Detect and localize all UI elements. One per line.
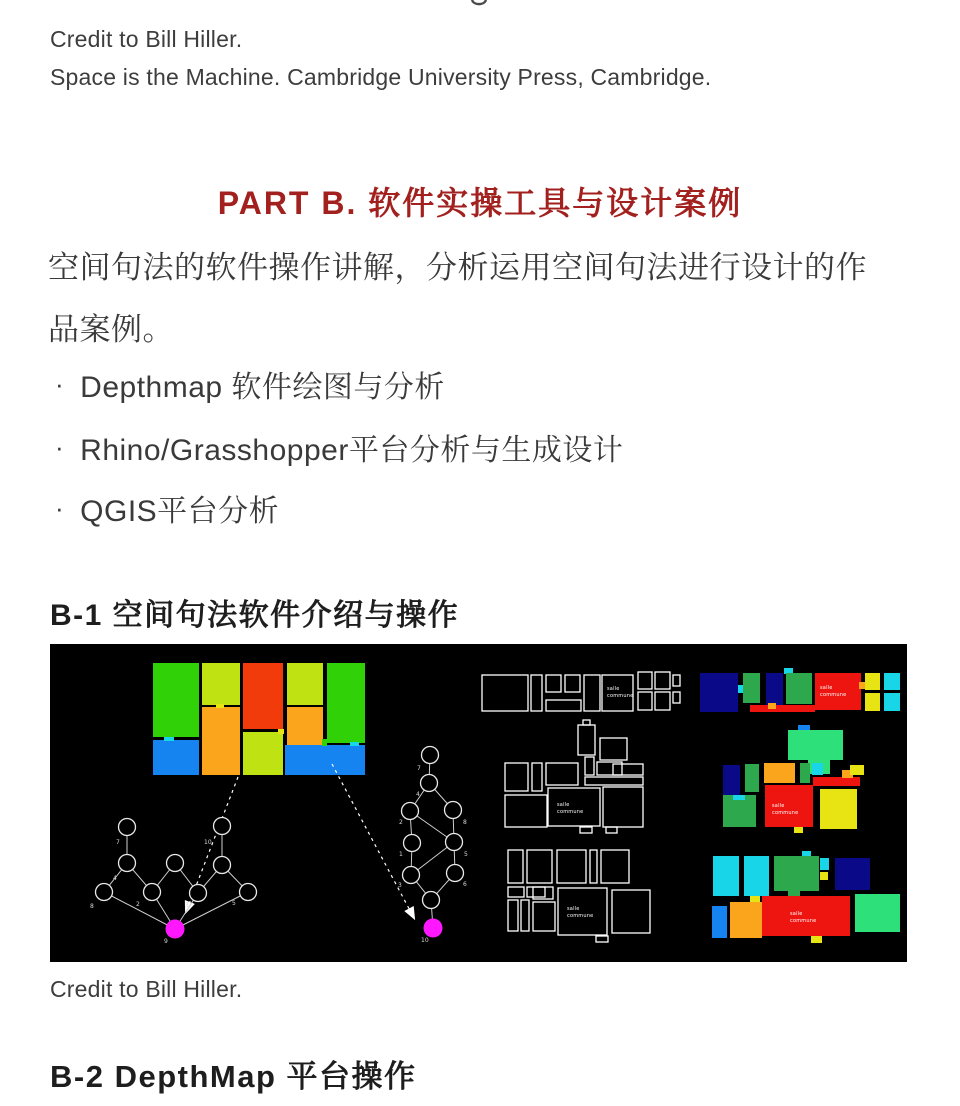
svg-text:7: 7	[116, 839, 120, 846]
bullet-item-rhino-grasshopper	[55, 431, 624, 467]
bullet-marker: ·	[55, 431, 65, 462]
svg-text:9: 9	[164, 938, 168, 945]
intro-paragraph: 空间句法的软件操作讲解，分析运用空间句法进行设计的作品案例。	[48, 250, 867, 347]
svg-text:5: 5	[232, 900, 236, 907]
svg-text:8: 8	[90, 903, 94, 910]
bullet-marker: ·	[55, 492, 65, 523]
root-node-magenta	[424, 919, 443, 938]
svg-text:3: 3	[398, 882, 402, 889]
section-b2-heading: B-2 DepthMap 平台操作	[50, 1059, 417, 1094]
svg-text:2: 2	[399, 819, 403, 826]
room-label: salle commune	[772, 803, 799, 816]
svg-text:8: 8	[463, 819, 467, 826]
space-syntax-diagram	[50, 644, 907, 962]
part-b-title: PART B. 软件实操工具与设计案例	[217, 185, 743, 221]
bullet-label: QGIS平台分析	[80, 495, 280, 528]
svg-text:3: 3	[185, 902, 189, 909]
room-label: salle commune	[790, 911, 817, 924]
root-node-magenta	[166, 920, 185, 939]
bullet-item-depthmap	[55, 368, 445, 404]
salle-commune-room	[762, 896, 850, 936]
credit-line-bottom: Credit to Bill Hiller.	[50, 976, 243, 1002]
svg-text:5: 5	[464, 851, 468, 858]
bullet-item-qgis	[55, 492, 280, 528]
svg-text:2: 2	[136, 901, 140, 908]
section-b1-heading: B-1 空间句法软件介绍与操作	[50, 599, 460, 632]
plan-colored-top	[700, 668, 900, 712]
bullet-label: Rhino/Grasshopper平台分析与生成设计	[80, 434, 624, 467]
plan-colored-overview	[153, 663, 365, 775]
cropped-text-fragment	[470, 0, 490, 7]
svg-text:10: 10	[204, 839, 212, 846]
room-label: salle commune	[557, 802, 584, 815]
bullet-label: Depthmap 软件绘图与分析	[80, 371, 445, 404]
svg-text:10: 10	[421, 937, 429, 944]
svg-text:4: 4	[113, 875, 117, 882]
space-syntax-figure	[50, 644, 907, 962]
svg-text:6: 6	[463, 881, 467, 888]
bullet-marker: ·	[55, 368, 65, 399]
svg-text:7: 7	[417, 765, 421, 772]
room-label: salle commune	[567, 906, 594, 919]
svg-text:4: 4	[416, 791, 420, 798]
svg-text:1: 1	[399, 851, 403, 858]
room-label: salle commune	[820, 685, 847, 698]
credit-line-top: Credit to Bill Hiller.	[50, 26, 243, 52]
reference-line: Space is the Machine. Cambridge University Press, Cambridge.	[50, 64, 712, 90]
room-label: salle commune	[607, 686, 634, 699]
